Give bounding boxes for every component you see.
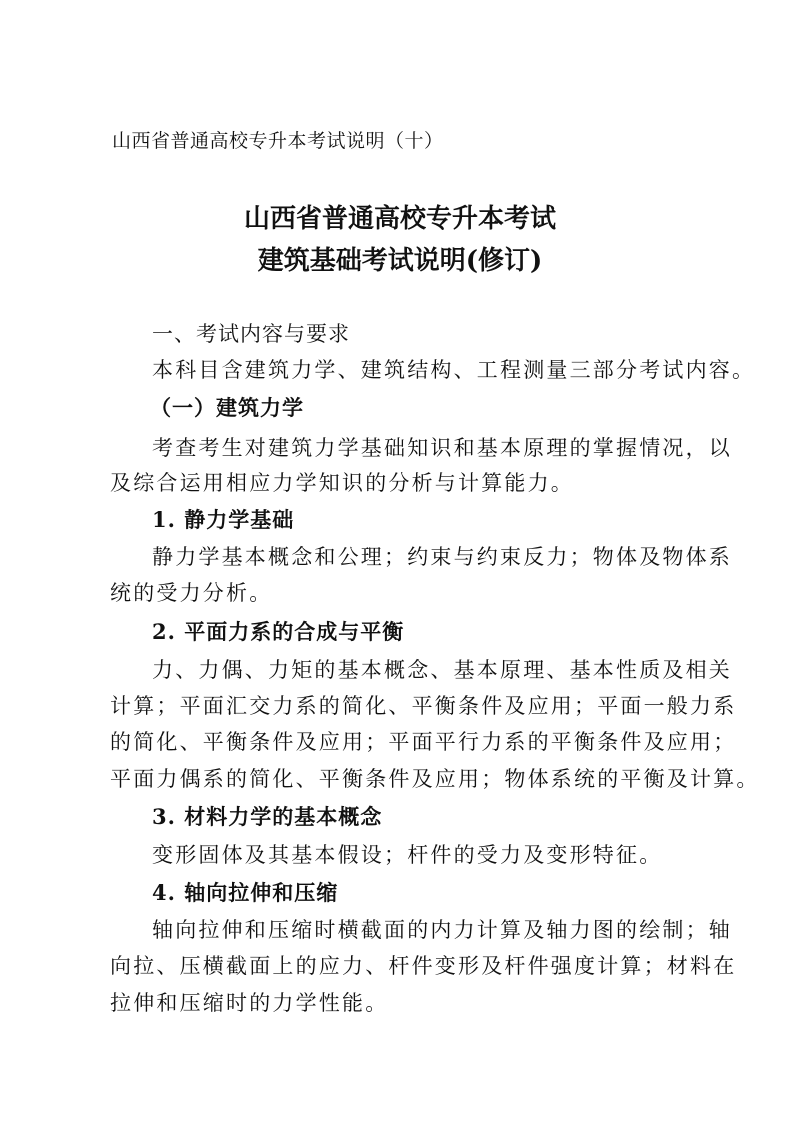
paragraph-line: 平面力偶系的简化、平衡条件及应用；物体系统的平衡及计算。 [110,767,760,791]
section-intro: 本科目含建筑力学、建筑结构、工程测量三部分考试内容。 [152,358,756,382]
paragraph-line: 静力学基本概念和公理；约束与约束反力；物体及物体系 [152,545,732,569]
paragraph-line: 向拉、压横截面上的应力、杆件变形及杆件强度计算；材料在 [110,954,737,978]
paragraph-line: 变形固体及其基本假设；杆件的受力及变形特征。 [152,843,663,867]
item-heading: 2. 平面力系的合成与平衡 [152,619,405,644]
paragraph-line: 拉伸和压缩时的力学性能。 [110,991,389,1015]
document-title-line-1: 山西省普通高校专升本考试 [243,204,556,234]
paragraph-line: 计算；平面汇交力系的简化、平衡条件及应用；平面一般力系 [110,694,737,718]
running-header: 山西省普通高校专升本考试说明（十） [112,130,444,152]
paragraph-line: 力、力偶、力矩的基本概念、基本原理、基本性质及相关 [152,658,732,682]
item-heading: 4. 轴向拉伸和压缩 [152,880,339,905]
subsection-heading: （一）建筑力学 [150,395,304,420]
section-heading: 一、考试内容与要求 [152,322,350,346]
paragraph-line: 轴向拉伸和压缩时横截面的内力计算及轴力图的绘制；轴 [152,918,732,942]
paragraph-line: 的简化、平衡条件及应用；平面平行力系的平衡条件及应用； [110,730,737,754]
paragraph-line: 统的受力分析。 [110,581,273,605]
paragraph-line: 及综合运用相应力学知识的分析与计算能力。 [110,471,574,495]
paragraph-line: 考查考生对建筑力学基础知识和基本原理的掌握情况，以 [152,436,732,460]
item-heading: 1. 静力学基础 [152,507,295,532]
item-heading: 3. 材料力学的基本概念 [152,804,383,829]
document-title-line-2: 建筑基础考试说明(修订) [257,246,543,276]
